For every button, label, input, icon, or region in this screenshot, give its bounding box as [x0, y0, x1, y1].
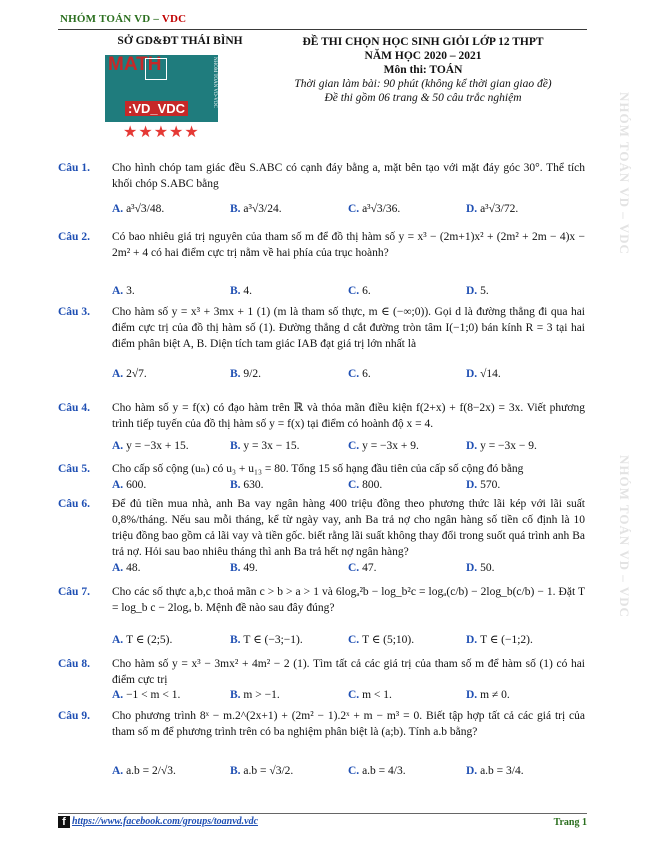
logo	[105, 55, 218, 122]
option-c	[348, 479, 382, 491]
option-d	[466, 562, 494, 574]
question-7	[58, 584, 585, 616]
question-number: Câu 6.	[58, 498, 90, 510]
option-letter: A.	[112, 479, 127, 491]
option-letter: D.	[466, 689, 481, 701]
option-b	[230, 368, 261, 380]
option-value: T ∈ (−1;2).	[480, 634, 533, 646]
option-d	[466, 479, 500, 491]
option-letter: B.	[230, 440, 244, 452]
question-number: Câu 4.	[58, 402, 90, 414]
question-text: Có bao nhiêu giá trị nguyên của tham số m để đồ thị hàm số y = x³ − (2m+1)x² + (2m² + 2m − 4)x − 2m² + 4 có hai điểm cực trị nằm về hai phía của trục hoành?	[112, 231, 585, 259]
option-a	[112, 203, 164, 215]
question-text: Cho hàm số y = x³ + 3mx + 1 (1) (m là tham số thực, m ∈ (−∞;0)). Gọi d là đường thẳng đi qua hai điểm cực trị của đồ thị hàm số (1). Đường thẳng d cắt đường tròn tâm I(−1;0) bán kính R = 3 tại hai điểm phân biệt A, B. Diện tích tam giác IAB đạt giá trị lớn nhất là	[112, 306, 585, 350]
option-value: a³√3/24.	[243, 203, 282, 215]
question-3	[58, 304, 585, 352]
option-value: y = 3x − 15.	[243, 440, 300, 452]
option-letter: B.	[230, 479, 244, 491]
option-letter: A.	[112, 368, 127, 380]
option-a	[112, 479, 146, 491]
option-value: a³√3/36.	[362, 203, 401, 215]
facebook-icon: f	[58, 816, 70, 828]
option-value: 47.	[362, 562, 377, 574]
option-value: 800.	[362, 479, 383, 491]
page-number: Trang 1	[553, 817, 587, 828]
option-value: 2√7.	[126, 368, 147, 380]
option-c	[348, 765, 406, 777]
option-value: m > −1.	[243, 689, 280, 701]
option-value: m ≠ 0.	[480, 689, 510, 701]
logo-vd-text: :VD_VDC	[125, 101, 188, 116]
option-b	[230, 689, 280, 701]
option-value: a.b = 2/√3.	[126, 765, 176, 777]
option-value: 6.	[362, 368, 371, 380]
rating-stars: ★★★★★	[123, 124, 200, 141]
option-b	[230, 562, 258, 574]
question-number: Câu 9.	[58, 710, 90, 722]
option-letter: C.	[348, 562, 363, 574]
option-value: 48.	[126, 562, 141, 574]
option-value: y = −3x − 9.	[480, 440, 537, 452]
option-letter: B.	[230, 285, 244, 297]
option-value: −1 < m < 1.	[126, 689, 181, 701]
subject: Môn thi: TOÁN	[383, 64, 463, 76]
option-c	[348, 203, 400, 215]
option-letter: C.	[348, 634, 363, 646]
option-letter: C.	[348, 368, 363, 380]
option-b	[230, 440, 300, 452]
exam-pages: Đề thi gồm 06 trang & 50 câu trắc nghiệm	[324, 92, 522, 104]
option-c	[348, 285, 371, 297]
option-letter: B.	[230, 689, 244, 701]
question-6	[58, 496, 585, 560]
option-letter: B.	[230, 634, 244, 646]
option-value: T ∈ (−3;−1).	[243, 634, 303, 646]
question-text: Cho hàm số y = x³ − 3mx² + 4m² − 2 (1). Tìm tất cả các giá trị của tham số m để hàm số (1) có hai điểm cực trị	[112, 658, 585, 686]
question-text: Để đủ tiền mua nhà, anh Ba vay ngân hàng 400 triệu đồng theo phương thức lãi kép với lãi suất 0,8%/tháng. Nếu sau mỗi tháng, kể từ ngày vay, anh Ba trả nợ cho ngân hàng số tiền cố định là 10 triệu đồng bao gồm cả lãi vay và tiền gốc. biết rằng lãi suất không thay đổi trong suốt quá trình anh Ba trả nợ. Hỏi sau bao nhiêu tháng thì anh Ba trả hết nợ ngân hàng?	[112, 498, 585, 558]
question-8	[58, 656, 585, 688]
header-divider	[58, 29, 587, 30]
option-value: T ∈ (5;10).	[362, 634, 415, 646]
option-value: 6.	[362, 285, 371, 297]
option-b	[230, 632, 303, 646]
question-5	[58, 461, 585, 477]
option-letter: A.	[112, 765, 127, 777]
logo-math-text: MATH	[108, 55, 162, 75]
option-letter: C.	[348, 285, 363, 297]
option-c	[348, 562, 376, 574]
option-b	[230, 479, 264, 491]
facebook-group-link[interactable]: https://www.facebook.com/groups/toanvd.vdc	[72, 816, 259, 827]
side-watermark-top: NHÓM TOÁN VD – VDC	[617, 92, 632, 255]
option-letter: D.	[466, 368, 481, 380]
question-number: Câu 1.	[58, 162, 90, 174]
logo-side-text: NHÓM TOÁN VD-VDC	[212, 57, 217, 108]
option-letter: B.	[230, 765, 244, 777]
option-value: 4.	[243, 285, 253, 297]
option-c	[348, 440, 419, 452]
option-letter: D.	[466, 440, 481, 452]
option-letter: A.	[112, 562, 127, 574]
option-letter: A.	[112, 203, 127, 215]
option-letter: D.	[466, 634, 481, 646]
exam-title: ĐỀ THI CHỌN HỌC SINH GIỎI LỚP 12 THPT	[302, 36, 544, 48]
option-value: 600.	[126, 479, 147, 491]
option-c	[348, 689, 392, 701]
option-value: a.b = 3/4.	[480, 765, 524, 777]
option-letter: D.	[466, 562, 481, 574]
option-letter: D.	[466, 479, 481, 491]
option-d	[466, 765, 524, 777]
option-letter: D.	[466, 765, 481, 777]
option-value: y = −3x + 9.	[362, 440, 419, 452]
option-a	[112, 368, 147, 380]
option-value: a³√3/72.	[480, 203, 519, 215]
option-d	[466, 689, 510, 701]
option-value: a³√3/48.	[126, 203, 165, 215]
option-d	[466, 632, 533, 646]
logo-grid-icon	[145, 58, 167, 80]
option-value: 5.	[480, 285, 489, 297]
option-d	[466, 368, 501, 380]
option-letter: C.	[348, 479, 363, 491]
option-letter: B.	[230, 203, 244, 215]
option-letter: A.	[112, 634, 127, 646]
question-text: Cho cấp số cộng (uₙ) có u₃ + u₁₃ = 80. Tổng 15 số hạng đầu tiên của cấp số cộng đó bằng	[112, 463, 524, 475]
question-number: Câu 8.	[58, 658, 90, 670]
option-c	[348, 632, 414, 646]
option-c	[348, 368, 371, 380]
option-a	[112, 562, 140, 574]
question-text: Cho phương trình 8ˣ − m.2^(2x+1) + (2m² − 1).2ˣ + m − m³ = 0. Biết tập hợp tất cả các giá trị của tham số m để phương trình trên có ba nghiệm phân biệt là (a;b). Tính a.b bằng?	[112, 710, 585, 738]
question-text: Cho hàm số y = f(x) có đạo hàm trên ℝ và thỏa mãn điều kiện f(2+x) + f(8−2x) = 3x. Viết phương trình tiếp tuyến của đồ thị hàm số y = f(x) tại điểm có hoành độ x = 4.	[112, 402, 585, 430]
option-value: a.b = √3/2.	[243, 765, 294, 777]
school-year: NĂM HỌC 2020 – 2021	[364, 50, 482, 62]
option-b	[230, 285, 252, 297]
option-value: 50.	[480, 562, 495, 574]
department-name: SỞ GD&ĐT THÁI BÌNH	[117, 35, 243, 47]
question-2	[58, 229, 585, 261]
question-number: Câu 7.	[58, 586, 90, 598]
exam-header	[268, 35, 578, 105]
option-b	[230, 765, 293, 777]
option-value: 49.	[243, 562, 258, 574]
option-value: 570.	[480, 479, 501, 491]
option-value: 9/2.	[243, 368, 261, 380]
option-value: T ∈ (2;5).	[126, 634, 173, 646]
question-4	[58, 400, 585, 432]
option-a	[112, 440, 189, 452]
option-d	[466, 203, 518, 215]
option-d	[466, 440, 537, 452]
question-9	[58, 708, 585, 740]
option-value: 3.	[126, 285, 135, 297]
option-a	[112, 765, 176, 777]
option-value: m < 1.	[362, 689, 392, 701]
option-b	[230, 203, 282, 215]
option-value: 630.	[243, 479, 264, 491]
option-a	[112, 285, 135, 297]
option-d	[466, 285, 489, 297]
side-watermark-bottom: NHÓM TOÁN VD – VDC	[617, 455, 632, 618]
option-a	[112, 689, 180, 701]
option-a	[112, 632, 172, 646]
question-text: Cho hình chóp tam giác đều S.ABC có cạnh đáy bằng a, mặt bên tạo với mặt đáy góc 30°. Thể tích khối chóp S.ABC bằng	[112, 162, 585, 190]
question-1	[58, 160, 585, 192]
option-letter: A.	[112, 440, 127, 452]
option-letter: C.	[348, 765, 363, 777]
question-number: Câu 2.	[58, 231, 90, 243]
option-letter: D.	[466, 203, 481, 215]
question-number: Câu 5.	[58, 463, 90, 475]
question-text: Cho các số thực a,b,c thoả mãn c > b > a > 1 và 6logₐ²b − log_b²c = logₐ(c/b) − 2log_b(c/b) − 1. Đặt T = log_b c − 2logₐ b. Mệnh đề nào sau đây đúng?	[112, 586, 585, 614]
option-value: y = −3x + 15.	[126, 440, 189, 452]
question-number: Câu 3.	[58, 306, 90, 318]
option-letter: D.	[466, 285, 481, 297]
brand-header: NHÓM TOÁN VD – VDC	[60, 13, 187, 25]
footer-divider	[58, 813, 587, 814]
option-letter: A.	[112, 689, 127, 701]
option-letter: A.	[112, 285, 127, 297]
option-letter: C.	[348, 440, 363, 452]
option-letter: C.	[348, 689, 363, 701]
option-letter: C.	[348, 203, 363, 215]
option-value: a.b = 4/3.	[362, 765, 406, 777]
option-letter: B.	[230, 562, 244, 574]
option-value: √14.	[480, 368, 501, 380]
option-letter: B.	[230, 368, 244, 380]
exam-time: Thời gian làm bài: 90 phút (không kể thời gian giao đề)	[294, 78, 552, 90]
